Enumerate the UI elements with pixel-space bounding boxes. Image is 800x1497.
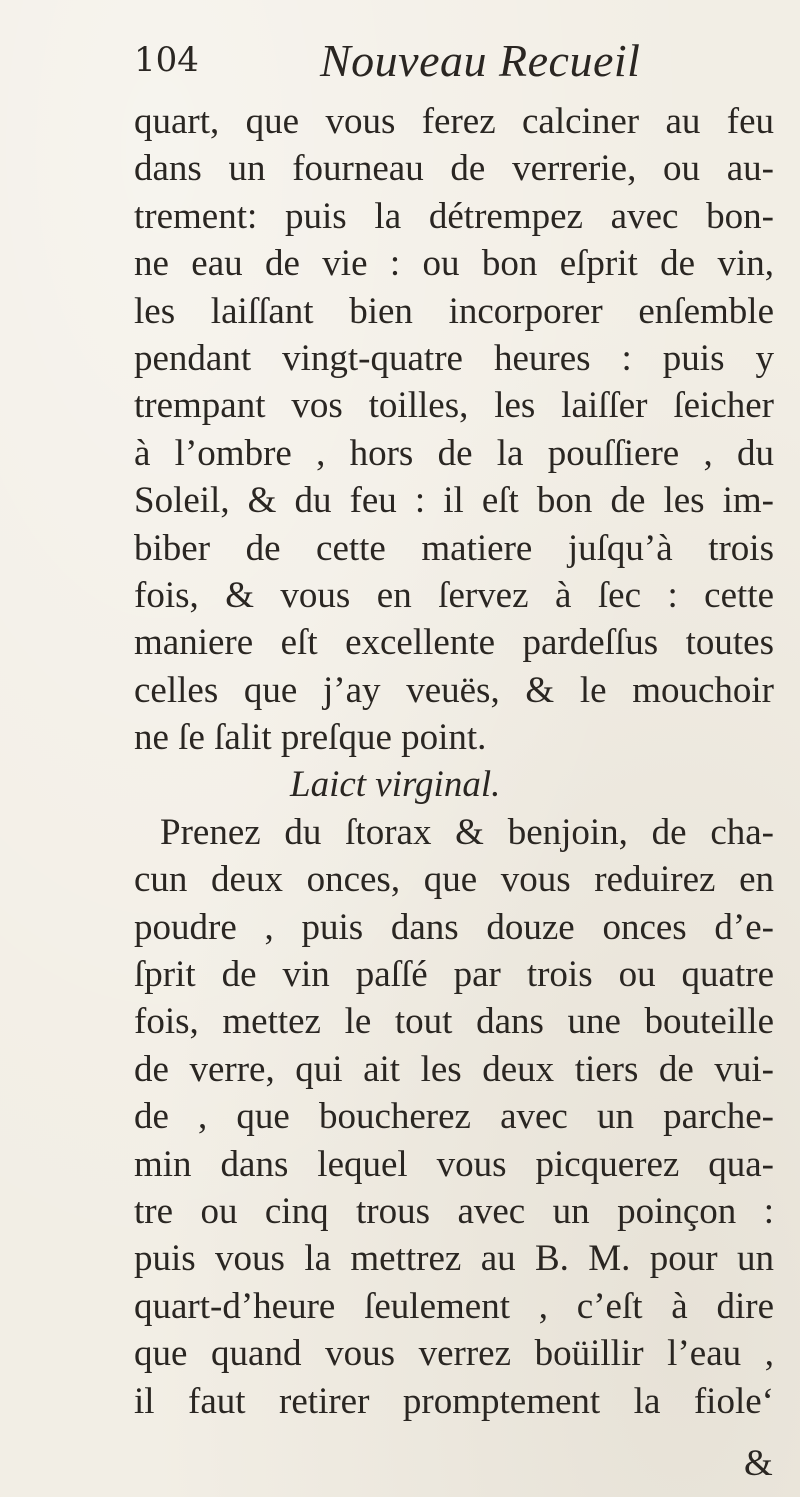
text-line: tre ou cinq trous avec un poinçon :: [134, 1190, 774, 1232]
text-line: cun deux onces, que vous reduirez en: [134, 859, 774, 901]
text-line: de , que boucherez avec un parche-: [134, 1096, 774, 1138]
text-line: dans un fourneau de verrerie, ou au-: [134, 148, 774, 190]
text-line: celles que j’ay veuës, & le mouchoir: [134, 669, 774, 711]
text-line: que quand vous verrez boüillir l’eau ,: [134, 1333, 774, 1375]
text-line: ne ſe ſalit preſque point.: [134, 717, 487, 759]
page-header: [134, 34, 694, 94]
text-line: pendant vingt-quatre heures : puis y: [134, 337, 774, 379]
text-line: Prenez du ſtorax & benjoin, de cha-: [160, 811, 774, 853]
section-heading: Laict virginal.: [290, 764, 501, 806]
text-line: min dans lequel vous picquerez qua-: [134, 1143, 774, 1185]
text-line: les laiſſant bien incorporer enſemble: [134, 290, 774, 332]
text-line: fois, & vous en ſervez à ſec : cette: [134, 574, 774, 616]
text-line: poudre , puis dans douze onces d’e-: [134, 906, 774, 948]
text-line: maniere eſt excellente pardeſſus toutes: [134, 622, 774, 664]
text-line: puis vous la mettrez au B. M. pour un: [134, 1238, 774, 1280]
text-line: à l’ombre , hors de la pouſſiere , du: [134, 432, 774, 474]
text-line: quart, que vous ferez calciner au feu: [134, 101, 774, 142]
text-line: trement: puis la détrempez avec bon-: [134, 195, 774, 237]
text-line: ſprit de vin paſſé par trois ou quatre: [134, 954, 774, 996]
text-line: trempant vos toilles, les laiſſer ſeicher: [134, 385, 774, 427]
page-number: 104: [134, 40, 199, 80]
text-line: il faut retirer promptement la fiole‘: [134, 1380, 774, 1422]
text-line: de verre, qui ait les deux tiers de vui-: [134, 1048, 774, 1090]
text-line: biber de cette matiere juſqu’à trois: [134, 527, 774, 569]
text-line: ne eau de vie : ou bon eſprit de vin,: [134, 243, 774, 285]
text-line: quart-d’heure ſeulement , c’eſt à dire: [134, 1285, 774, 1327]
text-line: Soleil, & du feu : il eſt bon de les im-: [134, 480, 774, 522]
text-line: fois, mettez le tout dans une bouteille: [134, 1001, 774, 1043]
catchword: &: [744, 1443, 773, 1484]
running-head: Nouveau Recueil: [320, 35, 641, 86]
body-text: [134, 98, 774, 1425]
